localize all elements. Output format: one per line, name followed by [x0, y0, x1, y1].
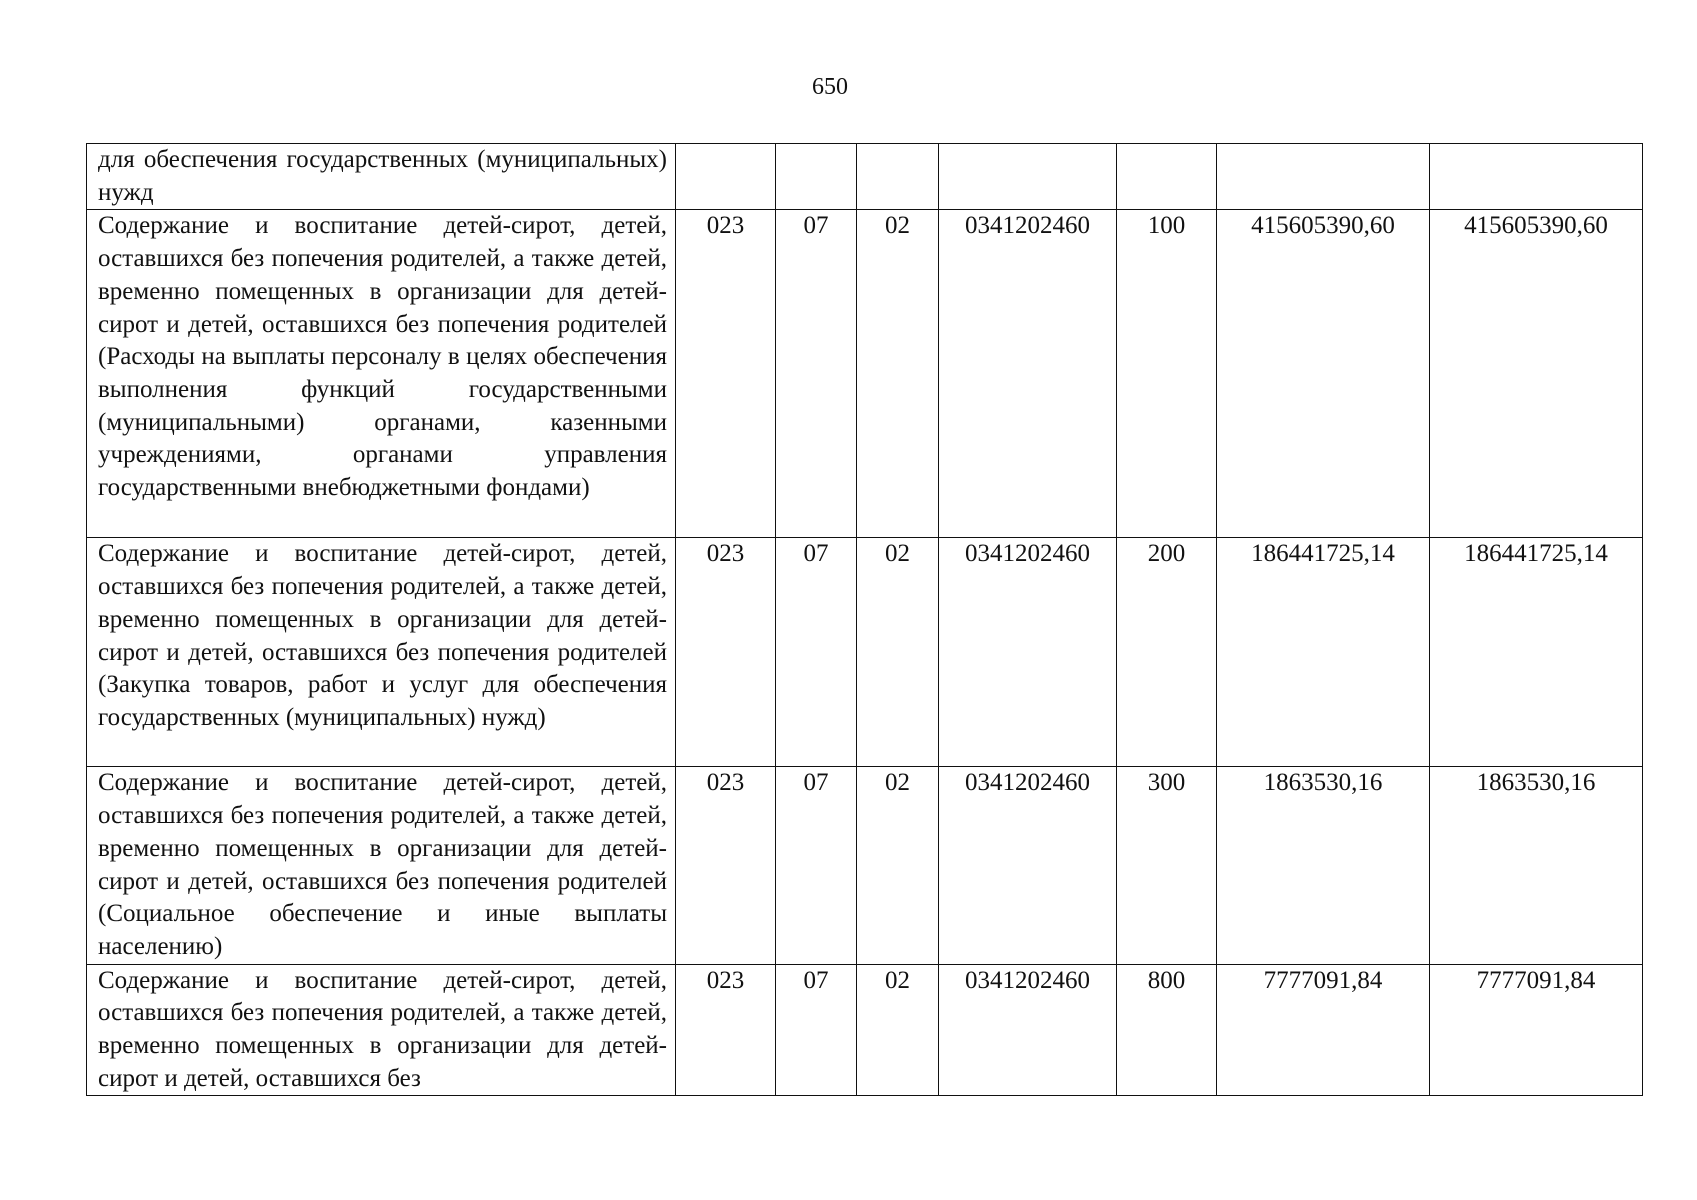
- table-row: [87, 144, 1643, 210]
- subsection-code: 02: [857, 964, 939, 1096]
- ministry-code: [676, 144, 776, 210]
- amount-year-2: 186441725,14: [1430, 538, 1643, 767]
- amount-year-2: 415605390,60: [1430, 210, 1643, 538]
- target-article-code: 0341202460: [939, 538, 1117, 767]
- amount-year-1: [1217, 144, 1430, 210]
- ministry-code: 023: [676, 964, 776, 1096]
- expense-type-code: 300: [1117, 767, 1217, 964]
- budget-table: [86, 143, 1643, 1096]
- section-code: 07: [776, 767, 857, 964]
- target-article-code: 0341202460: [939, 767, 1117, 964]
- subsection-code: 02: [857, 538, 939, 767]
- table-row: [87, 964, 1643, 1096]
- row-description: [87, 144, 676, 210]
- amount-year-1: 415605390,60: [1217, 210, 1430, 538]
- section-code: 07: [776, 210, 857, 538]
- page-number: 650: [812, 74, 848, 100]
- table-row: [87, 767, 1643, 964]
- target-article-code: 0341202460: [939, 964, 1117, 1096]
- amount-year-1: 186441725,14: [1217, 538, 1430, 767]
- amount-year-1: 1863530,16: [1217, 767, 1430, 964]
- section-code: 07: [776, 964, 857, 1096]
- subsection-code: 02: [857, 767, 939, 964]
- expense-type-code: 800: [1117, 964, 1217, 1096]
- row-description: Содержание и воспитание детей-сирот, детей, оставшихся без попечения родителей, а также детей, временно помещенных в организации для детей-сирот и детей, оставшихся без попечения родителей (Закупка товаров, работ и услуг для обеспечения государственных (муниципальных) нужд): [87, 538, 676, 767]
- subsection-code: [857, 144, 939, 210]
- target-article-code: [939, 144, 1117, 210]
- ministry-code: 023: [676, 767, 776, 964]
- row-description: Содержание и воспитание детей-сирот, детей, оставшихся без попечения родителей, а также детей, временно помещенных в организации для детей-сирот и детей, оставшихся без: [87, 964, 676, 1096]
- amount-year-2: 7777091,84: [1430, 964, 1643, 1096]
- ministry-code: 023: [676, 538, 776, 767]
- section-code: 07: [776, 538, 857, 767]
- table-row: [87, 210, 1643, 538]
- ministry-code: 023: [676, 210, 776, 538]
- expense-type-code: 200: [1117, 538, 1217, 767]
- target-article-code: 0341202460: [939, 210, 1117, 538]
- expense-type-code: [1117, 144, 1217, 210]
- row-description-text: для обеспечения государственных (муниципальных) нужд: [98, 146, 667, 206]
- subsection-code: 02: [857, 210, 939, 538]
- amount-year-2: 1863530,16: [1430, 767, 1643, 964]
- table-row: [87, 538, 1643, 767]
- section-code: [776, 144, 857, 210]
- amount-year-1: 7777091,84: [1217, 964, 1430, 1096]
- row-description: Содержание и воспитание детей-сирот, детей, оставшихся без попечения родителей, а также детей, временно помещенных в организации для детей-сирот и детей, оставшихся без попечения родителей (Социальное обеспечение и иные выплаты населению): [87, 767, 676, 964]
- amount-year-2: [1430, 144, 1643, 210]
- expense-type-code: 100: [1117, 210, 1217, 538]
- row-description: Содержание и воспитание детей-сирот, детей, оставшихся без попечения родителей, а также детей, временно помещенных в организации для детей-сирот и детей, оставшихся без попечения родителей (Расходы на выплаты персоналу в целях обеспечения выполнения функций государственными (муниципальными) органами, казенными учреждениями, органами управления государственными внебюджетными фондами): [87, 210, 676, 538]
